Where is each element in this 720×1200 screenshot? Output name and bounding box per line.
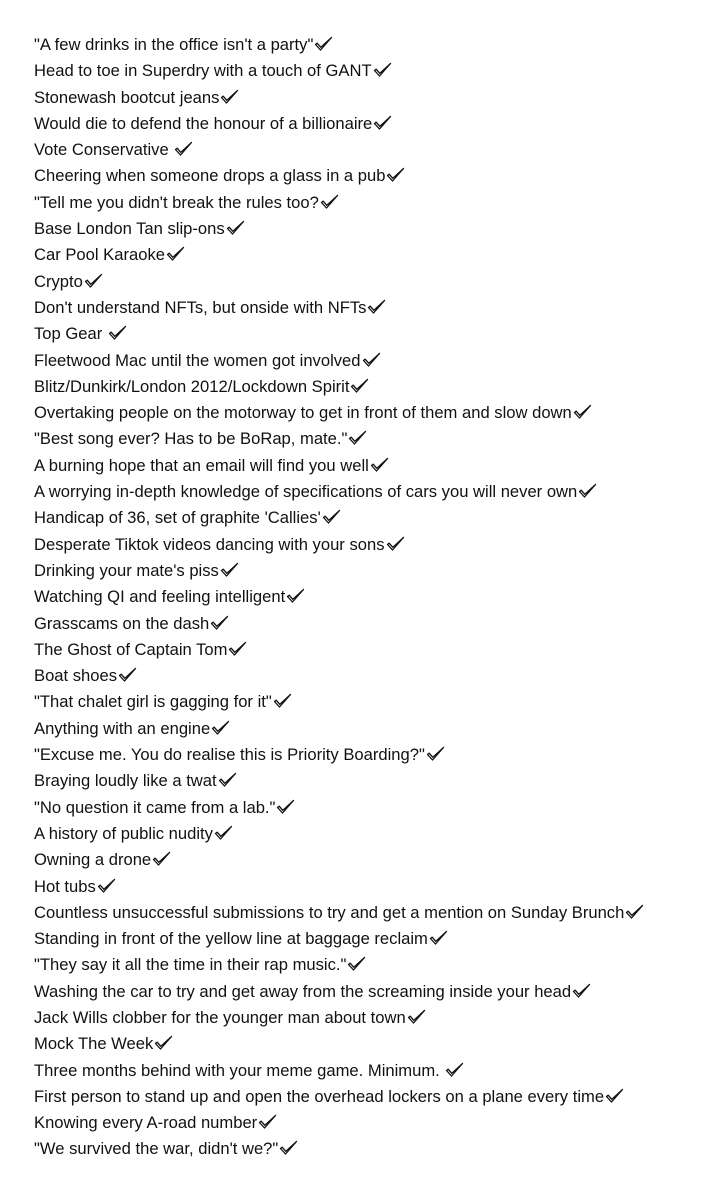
list-item-text: Cheering when someone drops a glass in a pub: [34, 166, 386, 186]
list-item-text: A burning hope that an email will find you well: [34, 455, 369, 475]
check-mark-icon: [573, 404, 592, 420]
list-item-text: "A few drinks in the office isn't a party": [34, 35, 314, 54]
list-item: [34, 453, 710, 479]
list-item-text: The Ghost of Captain Tom: [34, 639, 228, 659]
list-item: [34, 269, 710, 295]
list-item: [34, 847, 710, 873]
list-item: [34, 716, 710, 742]
check-mark-icon: [286, 588, 305, 604]
list-item: [34, 874, 710, 900]
list-item: [34, 505, 710, 531]
list-item-text: Grasscams on the dash: [34, 613, 210, 633]
list-item-text: "We survived the war, didn't we?": [34, 1139, 279, 1159]
list-item: [34, 58, 710, 84]
check-mark-icon: [258, 1114, 277, 1130]
list-item-text: Boat shoes: [34, 666, 118, 686]
list-item-text: "Best song ever? Has to be BoRap, mate.": [34, 429, 348, 449]
check-mark-icon: [605, 1088, 624, 1104]
check-mark-icon: [367, 299, 386, 315]
list-item: [34, 400, 710, 426]
list-item-text: Top Gear: [34, 324, 107, 344]
list-item: [34, 479, 710, 505]
list-item-text: Desperate Tiktok videos dancing with your sons: [34, 534, 385, 554]
check-mark-icon: [152, 851, 171, 867]
list-item: [34, 1058, 710, 1084]
list-item-text: "They say it all the time in their rap music.": [34, 955, 347, 975]
list-item: [34, 32, 710, 58]
list-item: [34, 558, 710, 584]
list-item: [34, 1110, 710, 1136]
check-mark-icon: [279, 1140, 298, 1156]
list-item-text: A worrying in-depth knowledge of specifications of cars you will never own: [34, 482, 578, 502]
list-item-text: Washing the car to try and get away from the screaming inside your head: [34, 981, 572, 1001]
list-item-text: A history of public nudity: [34, 823, 213, 843]
check-mark-icon: [210, 615, 229, 631]
list-item: [34, 1136, 710, 1162]
check-mark-icon: [373, 62, 392, 78]
list-item: [34, 1005, 710, 1031]
list-item-text: Car Pool Karaoke: [34, 245, 165, 265]
list-item-text: Fleetwood Mac until the women got involved: [34, 350, 361, 370]
list-item-text: Anything with an engine: [34, 718, 211, 738]
check-mark-icon: [426, 746, 445, 762]
list-item-text: Head to toe in Superdry with a touch of GANT: [34, 61, 372, 81]
list-item-text: Vote Conservative: [34, 140, 174, 160]
list-item: [34, 242, 710, 268]
list-item: [34, 979, 710, 1005]
list-item-text: Blitz/Dunkirk/London 2012/Lockdown Spirit: [34, 376, 350, 396]
check-mark-icon: [407, 1009, 426, 1025]
check-mark-icon: [220, 89, 239, 105]
list-item-text: Overtaking people on the motorway to get in front of them and slow down: [34, 403, 572, 423]
list-item: [34, 85, 710, 111]
check-mark-icon: [84, 273, 103, 289]
list-item-text: Would die to defend the honour of a billionaire: [34, 113, 373, 133]
list-item-text: Mock The Week: [34, 1034, 154, 1054]
check-mark-icon: [108, 325, 127, 341]
list-item: [34, 952, 710, 978]
list-item: [34, 584, 710, 610]
check-mark-icon: [322, 509, 341, 525]
list-item: [34, 795, 710, 821]
list-item-text: Owning a drone: [34, 850, 152, 870]
check-mark-icon: [347, 956, 366, 972]
checklist: [34, 32, 710, 1163]
check-mark-icon: [386, 536, 405, 552]
list-item: [34, 216, 710, 242]
list-item-text: Standing in front of the yellow line at baggage reclaim: [34, 929, 428, 949]
check-mark-icon: [276, 799, 295, 815]
list-item-text: Jack Wills clobber for the younger man about town: [34, 1007, 406, 1027]
check-mark-icon: [214, 825, 233, 841]
check-mark-icon: [226, 220, 245, 236]
list-item-text: Drinking your mate's piss: [34, 560, 219, 580]
list-item-text: Countless unsuccessful submissions to try and get a mention on Sunday Brunch: [34, 902, 625, 922]
list-item: [34, 637, 710, 663]
list-item-text: Crypto: [34, 271, 83, 291]
list-item: [34, 742, 710, 768]
list-item: [34, 663, 710, 689]
check-mark-icon: [211, 720, 230, 736]
list-item: [34, 1084, 710, 1110]
list-item: [34, 374, 710, 400]
list-item: [34, 926, 710, 952]
check-mark-icon: [154, 1035, 173, 1051]
list-item: [34, 163, 710, 189]
check-mark-icon: [362, 352, 381, 368]
list-item: [34, 1031, 710, 1057]
list-item-text: Stonewash bootcut jeans: [34, 87, 220, 107]
list-item-text: "No question it came from a lab.": [34, 797, 276, 817]
check-mark-icon: [228, 641, 247, 657]
list-item-text: Don't understand NFTs, but onside with NFTs: [34, 297, 367, 317]
list-item-text: Braying loudly like a twat: [34, 771, 217, 791]
list-item: [34, 321, 710, 347]
check-mark-icon: [578, 483, 597, 499]
check-mark-icon: [350, 378, 369, 394]
list-item-text: Base London Tan slip-ons: [34, 219, 225, 239]
check-mark-icon: [373, 115, 392, 131]
check-mark-icon: [218, 772, 237, 788]
list-item-text: Three months behind with your meme game. Minimum.: [34, 1060, 445, 1080]
list-item: [34, 137, 710, 163]
check-mark-icon: [273, 693, 292, 709]
list-item-text: Hot tubs: [34, 876, 96, 896]
list-item-text: "That chalet girl is gagging for it": [34, 692, 272, 712]
list-item: [34, 900, 710, 926]
check-mark-icon: [370, 457, 389, 473]
list-item-text: "Excuse me. You do realise this is Priority Boarding?": [34, 745, 425, 765]
list-item: [34, 190, 710, 216]
list-item: [34, 821, 710, 847]
list-item-text: Handicap of 36, set of graphite 'Callies': [34, 508, 321, 528]
check-mark-icon: [445, 1062, 464, 1078]
list-item: [34, 611, 710, 637]
check-mark-icon: [386, 167, 405, 183]
list-item-text: Knowing every A-road number: [34, 1113, 258, 1133]
check-mark-icon: [625, 904, 644, 920]
check-mark-icon: [314, 36, 333, 52]
check-mark-icon: [320, 194, 339, 210]
list-item-text: Watching QI and feeling intelligent: [34, 587, 286, 607]
check-mark-icon: [118, 667, 137, 683]
check-mark-icon: [572, 983, 591, 999]
list-item: [34, 348, 710, 374]
check-mark-icon: [97, 878, 116, 894]
list-item: [34, 295, 710, 321]
check-mark-icon: [429, 930, 448, 946]
list-item-text: "Tell me you didn't break the rules too?: [34, 192, 319, 212]
list-item: [34, 689, 710, 715]
list-item: [34, 426, 710, 452]
check-mark-icon: [220, 562, 239, 578]
list-item: [34, 768, 710, 794]
list-item-text: First person to stand up and open the overhead lockers on a plane every time: [34, 1086, 605, 1106]
list-item: [34, 111, 710, 137]
list-item: [34, 532, 710, 558]
check-mark-icon: [174, 141, 193, 157]
check-mark-icon: [166, 246, 185, 262]
check-mark-icon: [348, 430, 367, 446]
